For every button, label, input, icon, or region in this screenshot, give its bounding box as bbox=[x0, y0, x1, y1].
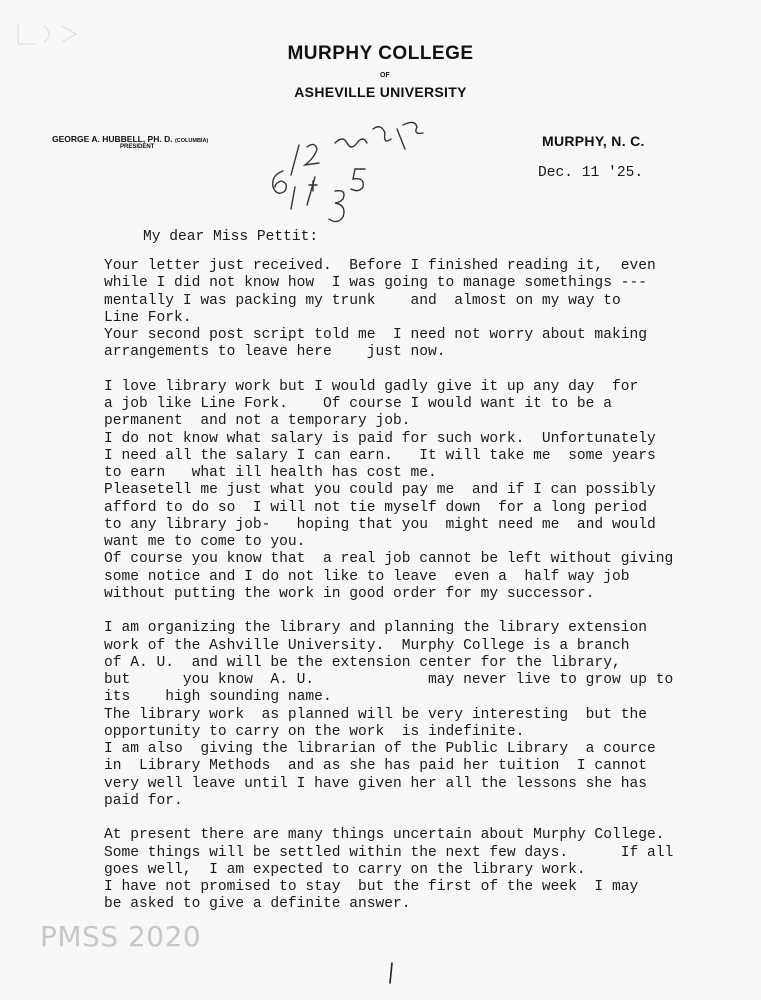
letter-line: of A. U. and will be the extension center for the library, bbox=[104, 654, 621, 671]
letterhead-university: ASHEVILLE UNIVERSITY bbox=[294, 84, 467, 100]
president-name-text: GEORGE A. HUBBELL, PH. D. bbox=[52, 134, 173, 144]
letter-line: goes well, I am expected to carry on the library work. bbox=[104, 861, 586, 878]
letter-line: want me to come to you. bbox=[104, 534, 306, 550]
letter-line: Pleasetell me just what you could pay me and if I can possibly bbox=[104, 482, 656, 499]
letter-line: paid for. bbox=[104, 792, 183, 809]
letter-line: very well leave until I have given her all the lessons she has bbox=[104, 775, 647, 792]
letter-line: arrangements to leave here just now. bbox=[104, 344, 446, 361]
paragraph-gap bbox=[104, 810, 744, 827]
letter-line: Your second post script told me I need not worry about making bbox=[104, 327, 647, 343]
letter-line: afford to do so I will not tie myself down for a long period bbox=[104, 499, 647, 516]
paragraph-gap bbox=[104, 362, 744, 379]
handwritten-annotation-icon bbox=[255, 105, 445, 235]
letter-line: I need all the salary I can earn. It will take me some years bbox=[104, 447, 656, 464]
letter-line: I do not know what salary is paid for such work. Unfortunately bbox=[104, 430, 656, 447]
letter-body bbox=[104, 258, 744, 914]
president-school: (COLUMBIA) bbox=[174, 138, 209, 144]
letter-line: I am also giving the librarian of the Public Library a cource bbox=[104, 741, 656, 757]
letterhead-college: MURPHY COLLEGE bbox=[287, 43, 474, 64]
letter-line: Of course you know that a real job cannot be left without giving bbox=[104, 551, 674, 568]
letterhead-president-title: PRESIDENT bbox=[120, 144, 155, 150]
letterhead-location: MURPHY, N. C. bbox=[542, 133, 645, 149]
letter-line: but you know A. U. may never live to grow up to bbox=[104, 672, 674, 688]
letter-line: mentally I was packing my trunk and almost on my way to bbox=[104, 292, 621, 309]
letter-line: in Library Methods and as she has paid her tuition I cannot bbox=[104, 758, 647, 775]
letter-line: a job like Line Fork. Of course I would want it to be a bbox=[104, 396, 612, 412]
letter-line: without putting the work in good order for my successor. bbox=[104, 585, 595, 602]
letter-line: Line Fork. bbox=[104, 309, 192, 326]
letter-line: I love library work but I would gadly give it up any day for bbox=[104, 378, 639, 395]
letterhead-of: OF bbox=[380, 72, 390, 79]
letter-line: The library work as planned will be very interesting but the bbox=[104, 706, 647, 723]
letter-line: At present there are many things uncertain about Murphy College. bbox=[104, 827, 665, 844]
letter-date: Dec. 11 '25. bbox=[538, 165, 644, 181]
letter-line: be asked to give a definite answer. bbox=[104, 896, 411, 913]
letter-line: to earn what ill health has cost me. bbox=[104, 465, 437, 481]
letter-line: Your letter just received. Before I finished reading it, even bbox=[104, 258, 656, 274]
letter-line: its high sounding name. bbox=[104, 689, 332, 706]
letter-line: some notice and I do not like to leave even a half way job bbox=[104, 568, 630, 585]
paragraph-gap bbox=[104, 603, 744, 620]
letter-line: to any library job- hoping that you might need me and would bbox=[104, 516, 656, 533]
letter-line: I am organizing the library and planning the library extension bbox=[104, 620, 647, 637]
letter-line: opportunity to carry on the work is indefinite. bbox=[104, 723, 525, 740]
watermark: PMSS 2020 bbox=[40, 920, 202, 953]
letter-line: I have not promised to stay but the first of the week I may bbox=[104, 879, 639, 895]
letter-salutation: My dear Miss Pettit: bbox=[143, 229, 319, 245]
letter-line: while I did not know how I was going to manage somethings --- bbox=[104, 275, 647, 292]
page-mark-icon bbox=[388, 962, 394, 984]
letter-line: work of the Ashville University. Murphy College is a branch bbox=[104, 637, 630, 654]
letterhead-president-name bbox=[52, 134, 208, 144]
letter-line: permanent and not a temporary job. bbox=[104, 413, 411, 430]
letter-line: Some things will be settled within the next few days. If all bbox=[104, 844, 674, 861]
